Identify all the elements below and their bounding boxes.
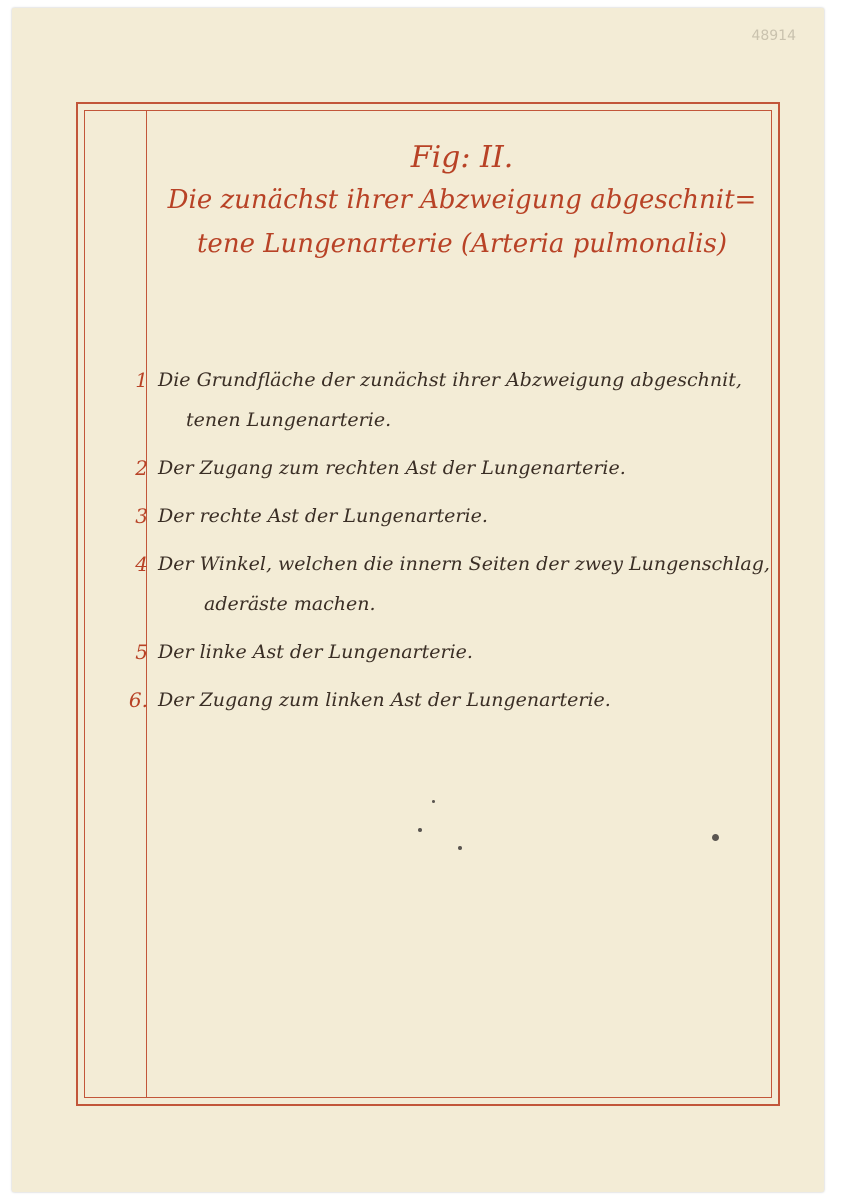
archive-number: 48914: [751, 28, 796, 44]
latin-term: Arteria pulmonalis: [471, 229, 717, 259]
entry-text: Der Zugang zum linken Ast der Lungenarterie.: [158, 689, 611, 711]
entry-number: 4: [135, 552, 148, 576]
entry-text: Der rechte Ast der Lungenarterie.: [158, 505, 488, 527]
heading-line-2-text: tene Lungenarterie (: [196, 229, 472, 259]
title-block: [152, 138, 772, 266]
ink-spot: [418, 828, 422, 832]
legend-entry: [120, 360, 770, 440]
legend-entry: [120, 680, 770, 720]
heading-line-2: [152, 222, 772, 266]
legend-entry: [120, 496, 770, 536]
legend-entry: [120, 632, 770, 672]
entry-number: 3: [135, 504, 148, 528]
heading-close-paren: ): [716, 229, 727, 259]
entry-text-continued: aderäste machen.: [204, 593, 376, 615]
manuscript-page: [12, 8, 824, 1192]
legend-entry: [120, 544, 770, 624]
entry-number: 1: [135, 368, 148, 392]
entry-number: 6.: [128, 688, 148, 712]
ink-spot: [432, 800, 435, 803]
entry-text: Der Winkel, welchen die innern Seiten der zwey Lungenschlag,: [158, 553, 770, 575]
entry-number: 5: [135, 640, 148, 664]
ink-spot: [712, 834, 719, 841]
legend-entries: [120, 360, 770, 728]
legend-entry: [120, 448, 770, 488]
entry-text: Der linke Ast der Lungenarterie.: [158, 641, 473, 663]
entry-text-continued: tenen Lungenarterie.: [186, 409, 392, 431]
figure-title: Fig: II.: [410, 140, 514, 175]
entry-number: 2: [135, 456, 148, 480]
heading-line-1: Die zunächst ihrer Abzweigung abgeschnit=: [167, 185, 757, 215]
entry-text: Die Grundfläche der zunächst ihrer Abzweigung abgeschnit,: [158, 369, 742, 391]
ink-spot: [458, 846, 462, 850]
entry-text: Der Zugang zum rechten Ast der Lungenarterie.: [158, 457, 626, 479]
